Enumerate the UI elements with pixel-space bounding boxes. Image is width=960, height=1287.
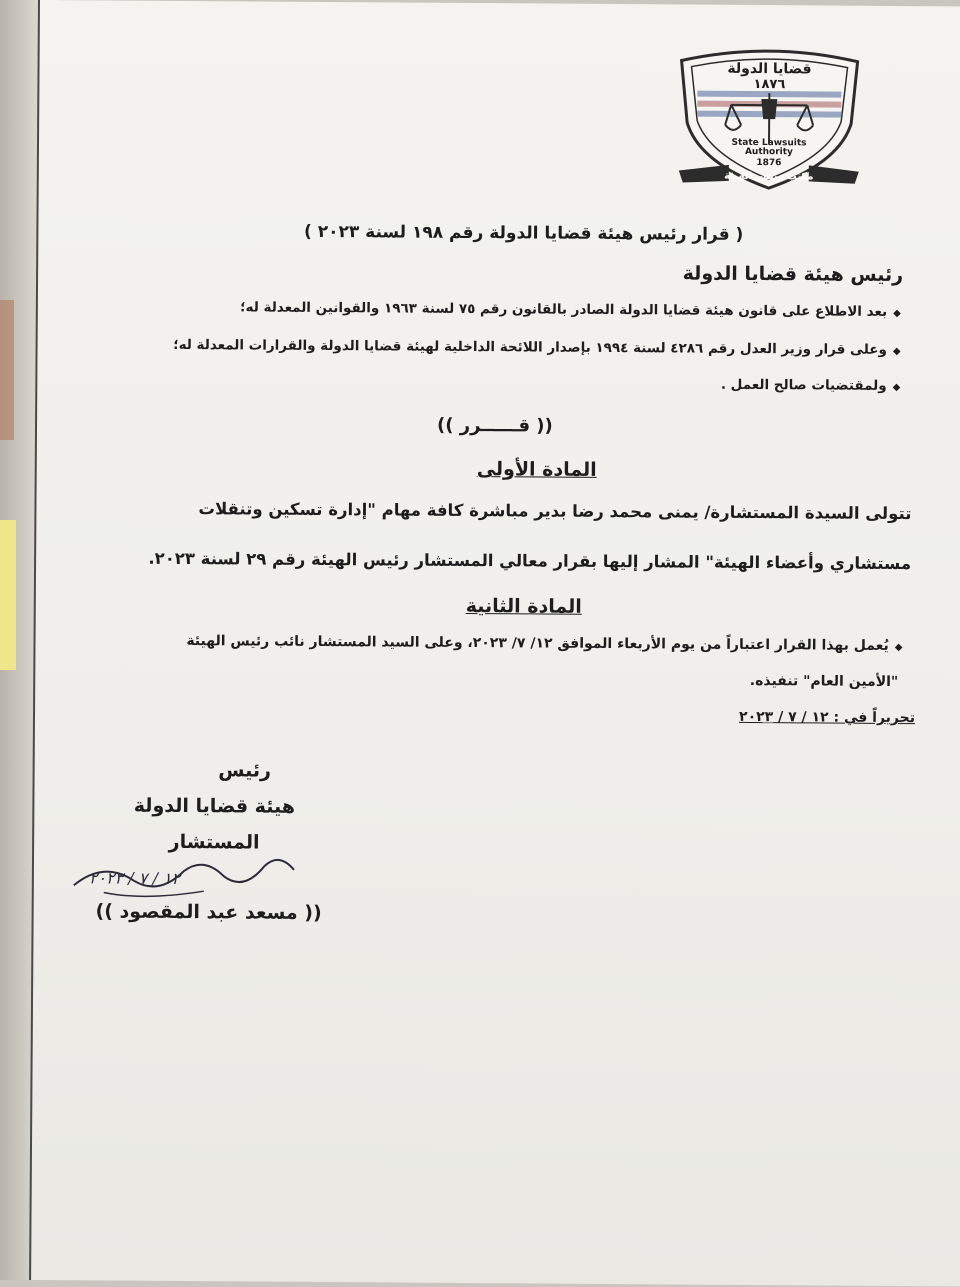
signatory-name: (( مسعد عبد المقصود )) xyxy=(74,900,344,924)
emblem-arabic-year: ١٨٧٦ xyxy=(729,77,809,93)
emblem-office: مكتب رئيس الهيئة xyxy=(719,171,819,183)
authority-emblem xyxy=(669,42,870,193)
preamble-item: ◆ ولمقتضيات صالح العمل . xyxy=(721,377,901,394)
desk-object xyxy=(0,300,14,440)
signature-title-3: المستشار xyxy=(124,831,304,854)
article-1-title: المادة الأولى xyxy=(477,458,597,481)
authority-heading: رئيس هيئة قضايا الدولة xyxy=(683,263,904,287)
article-2-line-2: "الأمين العام" تنفيذه. xyxy=(750,673,899,690)
signature-title-1: رئيس xyxy=(165,759,325,782)
article-2-line-1: ◆يُعمل بهذا القرار اعتباراً من يوم الأربعاء الموافق ١٢/ ٧/ ٢٠٢٣، وعلى السيد المستشار نائب رئيس الهيئة xyxy=(186,633,902,654)
article-1-line-2: مستشاري وأعضاء الهيئة" المشار إليها بقرار معالي المستشار رئيس الهيئة رقم ٢٩ لسنة ٢٠٢٣. xyxy=(148,549,911,573)
document-page xyxy=(29,0,960,1287)
sticky-note xyxy=(0,520,16,670)
emblem-arabic-name: قضايا الدولة xyxy=(709,61,829,78)
signature-title-2: هيئة قضايا الدولة xyxy=(94,794,334,818)
decision-title: ( قرار رئيس هيئة قضايا الدولة رقم ١٩٨ لسنة ٢٠٢٣ ) xyxy=(304,222,743,245)
article-2-title: المادة الثانية xyxy=(466,595,582,618)
decree-heading: (( قــــــرر )) xyxy=(437,415,553,437)
handwritten-date: ١٢ / ٧ / ٢٠٢٣ xyxy=(89,868,180,888)
issue-date: تحريراً في : ١٢ / ٧ / ٢٠٢٣ xyxy=(739,709,915,726)
article-1-line-1: تتولى السيدة المستشارة/ يمنى محمد رضا بدير مباشرة كافة مهام "إدارة تسكين وتنقلات xyxy=(198,499,911,523)
preamble-item: ◆ بعد الاطلاع على قانون هيئة قضايا الدولة الصادر بالقانون رقم ٧٥ لسنة ١٩٦٣ والقوانين المعدلة له؛ xyxy=(240,299,901,320)
preamble-item: ◆ وعلى قرار وزير العدل رقم ٤٢٨٦ لسنة ١٩٩٤ بإصدار اللائحة الداخلية لهيئة قضايا الدولة والقرارات المعدلة له؛ xyxy=(173,337,900,358)
emblem-english-name: State Lawsuits Authority 1876 xyxy=(719,139,819,169)
